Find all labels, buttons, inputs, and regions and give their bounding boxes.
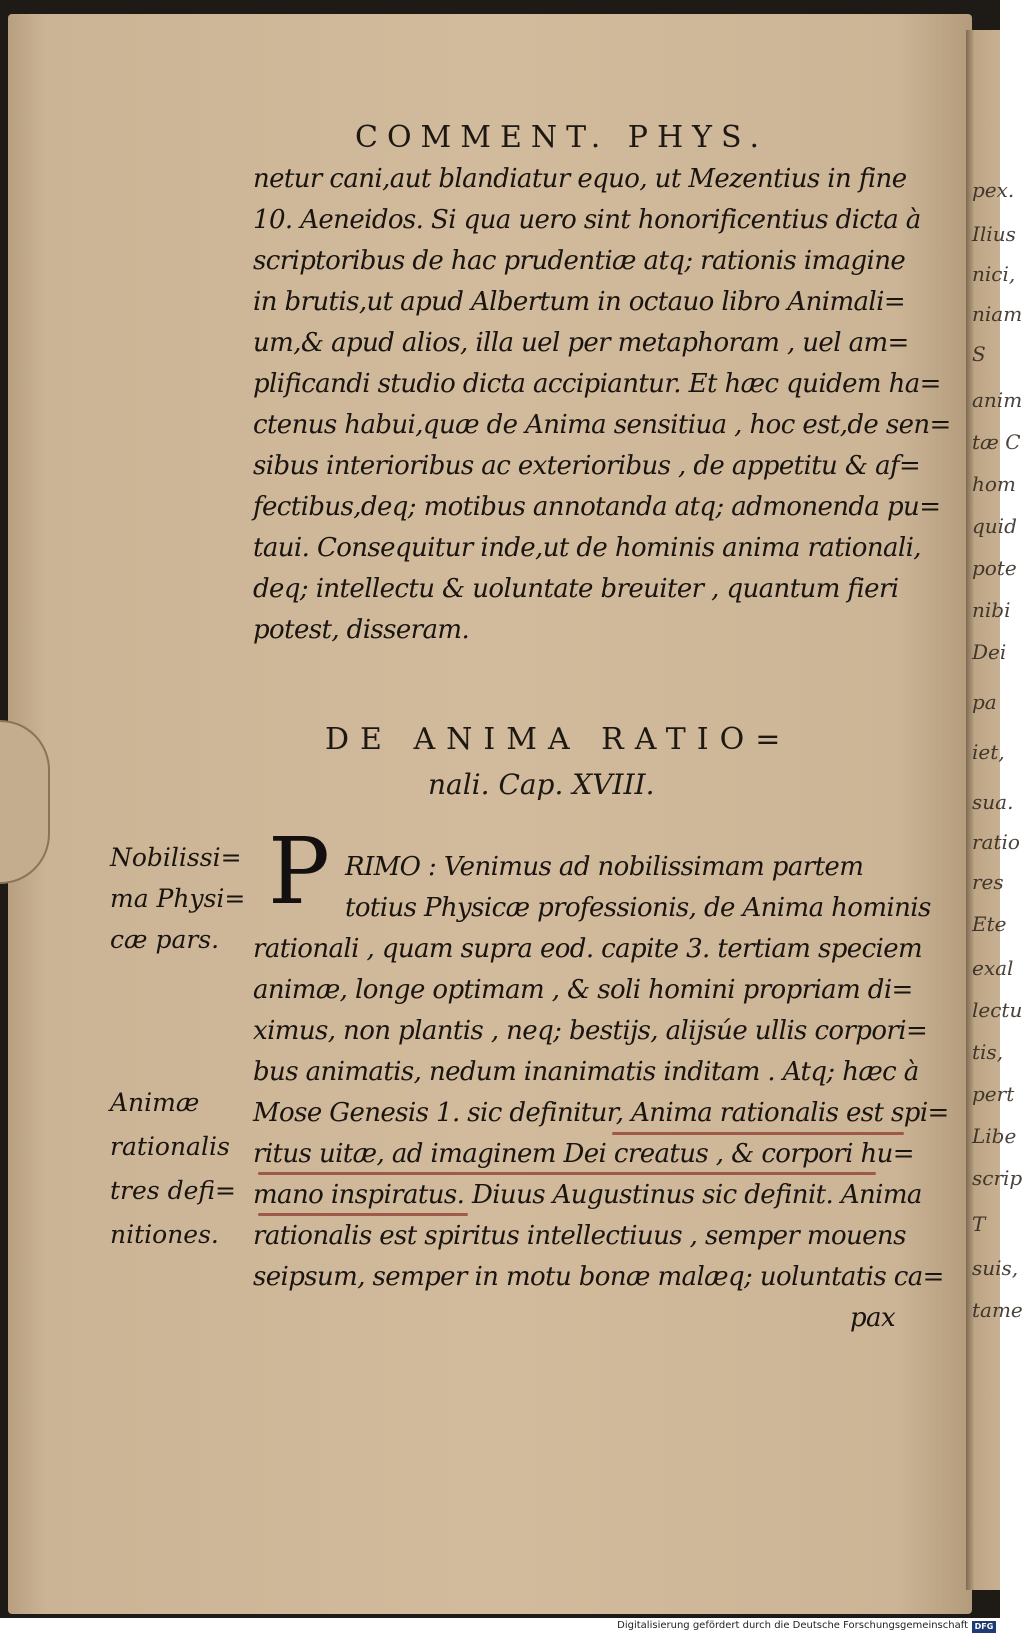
next-page-fragment: T xyxy=(972,1212,986,1236)
margin-note-line: ma Physi= xyxy=(110,884,246,913)
text-line: bus animatis, nedum inanimatis inditam . Atq; hæc à xyxy=(253,1057,919,1087)
margin-note-line: rationalis xyxy=(110,1132,230,1161)
text-line: seipsum, semper in motu bonæ malæq; uoluntatis ca= xyxy=(253,1262,944,1292)
next-page-fragment: suis, xyxy=(972,1256,1019,1280)
next-page-fragment: Ilius xyxy=(972,222,1016,246)
next-page-fragment: Dei xyxy=(972,640,1007,664)
next-page-fragment: pa xyxy=(972,690,997,714)
next-page-fragment: lectu xyxy=(972,998,1023,1022)
text-line: rationalis est spiritus intellectiuus , semper mouens xyxy=(253,1221,906,1251)
margin-note-line: nitiones. xyxy=(110,1220,219,1249)
next-page-fragment: anim xyxy=(972,388,1023,412)
margin-note-line: cæ pars. xyxy=(110,925,220,954)
text-line: animæ, longe optimam , & soli homini propriam di= xyxy=(253,975,913,1005)
next-page-fragment: tame xyxy=(972,1298,1023,1322)
next-page-fragment: hom xyxy=(972,472,1016,496)
next-page-fragment: ratio xyxy=(972,830,1020,854)
text-line: deq; intellectu & uoluntate breuiter , quantum fieri xyxy=(253,574,899,604)
next-page-fragment: sua. xyxy=(972,790,1014,814)
chapter-title: DE ANIMA RATIO= xyxy=(325,722,792,757)
text-line: netur cani,aut blandiatur equo, ut Mezentius in fine xyxy=(253,164,907,194)
text-line: um,& apud alios, illa uel per metaphoram , uel am= xyxy=(253,328,909,358)
margin-note-line: tres defi= xyxy=(110,1176,236,1205)
next-page-fragment: niam xyxy=(972,302,1023,326)
text-line: ritus uitæ, ad imaginem Dei creatus , & corpori hu= xyxy=(253,1139,914,1169)
next-page-fragment: scrip xyxy=(972,1166,1023,1190)
text-line: ximus, non plantis , neq; bestijs, alijsúe ullis corpori= xyxy=(253,1016,928,1046)
drop-cap: P xyxy=(268,818,330,925)
next-page-fragment: quid xyxy=(972,514,1017,538)
text-line: RIMO : Venimus ad nobilissimam partem xyxy=(345,852,864,882)
page-tab-mark xyxy=(0,720,50,884)
dfg-logo: DFG xyxy=(972,1621,996,1633)
next-page-fragment: pote xyxy=(972,556,1017,580)
next-page-fragment: exal xyxy=(972,956,1014,980)
next-page-fragment: nibi xyxy=(972,598,1011,622)
next-page-fragment: res xyxy=(972,870,1004,894)
text-line: taui. Consequitur inde,ut de hominis anima rationali, xyxy=(253,533,921,563)
running-head: COMMENT. PHYS. xyxy=(355,120,768,155)
next-page-fragment: Ete xyxy=(972,912,1007,936)
red-underline xyxy=(258,1213,468,1216)
footer-bar xyxy=(0,1618,1000,1637)
footer-credit: Digitalisierung gefördert durch die Deutsche Forschungsgemeinschaft xyxy=(617,1620,968,1631)
next-page-fragment: pex. xyxy=(972,178,1015,202)
chapter-subtitle: nali. Cap. XVIII. xyxy=(428,768,655,801)
text-line: scriptoribus de hac prudentiæ atq; rationis imagine xyxy=(253,246,906,276)
next-page-fragment: S xyxy=(972,342,986,366)
text-line: rationali , quam supra eod. capite 3. tertiam speciem xyxy=(253,934,923,964)
margin-note-line: Animæ xyxy=(110,1088,200,1117)
text-line: fectibus,deq; motibus annotanda atq; admonenda pu= xyxy=(253,492,941,522)
red-underline xyxy=(612,1132,904,1135)
next-page-fragment: Libe xyxy=(972,1124,1017,1148)
text-line: totius Physicæ professionis, de Anima hominis xyxy=(345,893,931,923)
text-line: 10. Aeneidos. Si qua uero sint honorificentius dicta à xyxy=(253,205,921,235)
text-line: ctenus habui,quæ de Anima sensitiua , hoc est,de sen= xyxy=(253,410,951,440)
text-line: plificandi studio dicta accipiantur. Et hæc quidem ha= xyxy=(253,369,941,399)
text-line: Mose Genesis 1. sic definitur, Anima rationalis est spi= xyxy=(253,1098,949,1128)
text-line: pax xyxy=(850,1303,896,1333)
text-line: mano inspiratus. Diuus Augustinus sic definit. Anima xyxy=(253,1180,922,1210)
next-page-fragment: iet, xyxy=(972,740,1005,764)
text-line: sibus interioribus ac exterioribus , de appetitu & af= xyxy=(253,451,921,481)
next-page-fragment: tis, xyxy=(972,1040,1004,1064)
next-page-fragment: tæ C xyxy=(972,430,1021,454)
red-underline xyxy=(258,1172,876,1175)
text-line: in brutis,ut apud Albertum in octauo libro Animali= xyxy=(253,287,906,317)
next-page-fragment: nici, xyxy=(972,262,1016,286)
next-page-fragment: pert xyxy=(972,1082,1015,1106)
text-line: potest, disseram. xyxy=(253,615,470,645)
margin-note-line: Nobilissi= xyxy=(110,843,242,872)
